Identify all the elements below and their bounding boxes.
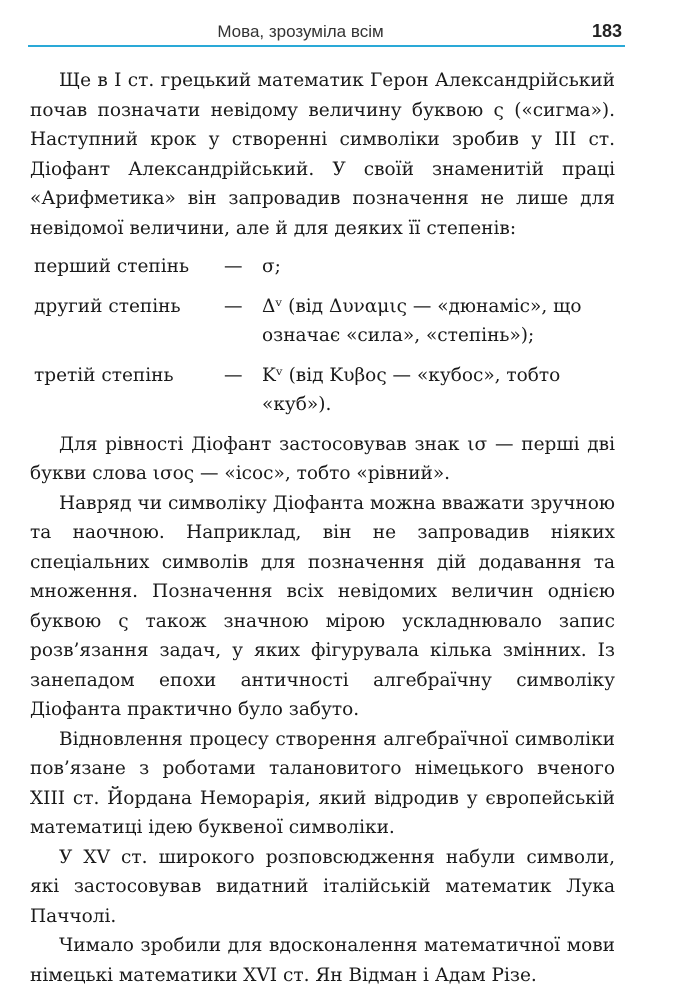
degree-dash: — [224,364,243,386]
degree-symbol: Κᵛ (від Κυβος — «кубос», тобто «куб»). [262,364,561,415]
degree-row-second [30,292,615,351]
degree-row-first [30,252,615,282]
degree-row-third [30,361,615,420]
degree-name: третій степінь [34,364,174,386]
degree-name: другий степінь [34,295,181,317]
page-header [28,18,625,48]
paragraph-diophantus: Навряд чи символіку Діофанта можна вважати зручною та наочною. Наприклад, він не запровадив ніяких спеціальних символів для позначення дій додавання та множення. Позначення всіх невідомих величин однією буквою ς також значною мірою ускладнювало запис розв’язання задач, у яких фігурувала кілька змінних. Із занепадом епохи античності алгебраїчну символіку Діофанта практично було забуто. [30,492,615,720]
degree-symbol: Δᵛ (від Δυναμις — «дюнаміс», що означає «сила», «степінь»); [262,295,582,346]
body-text [30,66,615,990]
page-number: 183 [591,21,622,41]
paragraph-nemorarius: Відновлення процесу створення алгебраїчної символіки пов’язане з роботами талановитого німецького вченого XIII ст. Йордана Неморарія, який відродив у європейській математиці ідею буквеної символіки. [30,728,615,838]
degree-symbol: σ; [262,256,281,277]
degree-list [30,252,615,420]
running-title: Мова, зрозуміла всім [217,22,384,41]
paragraph-equality: Для рівності Діофант застосовував знак ισ — перші дві букви слова ισος — «ісос», тобто «рівний». [30,433,615,484]
degree-name: перший степінь [34,256,190,277]
paragraph-intro: Ще в I ст. грецький математик Герон Александрійський почав позначати невідому величину буквою ς («сигма»). Наступний крок у створенні символіки зробив у III ст. Діофант Александрійський. У своїй знаменитій праці «Арифметика» він запровадив позначення не лише для невідомої величини, але й для деяких її степенів: [30,70,615,239]
degree-dash: — [224,256,243,277]
paragraph-widmann-riese: Чимало зробили для вдосконалення математичної мови німецькі математики XVI ст. Ян Відман і Адам Різе. [30,935,615,986]
degree-dash: — [224,295,243,317]
paragraph-pacioli: У XV ст. широкого розповсюдження набули символи, які застосовував видатний італійській математик Лука Паччолі. [30,846,615,927]
header-rule [28,45,625,47]
